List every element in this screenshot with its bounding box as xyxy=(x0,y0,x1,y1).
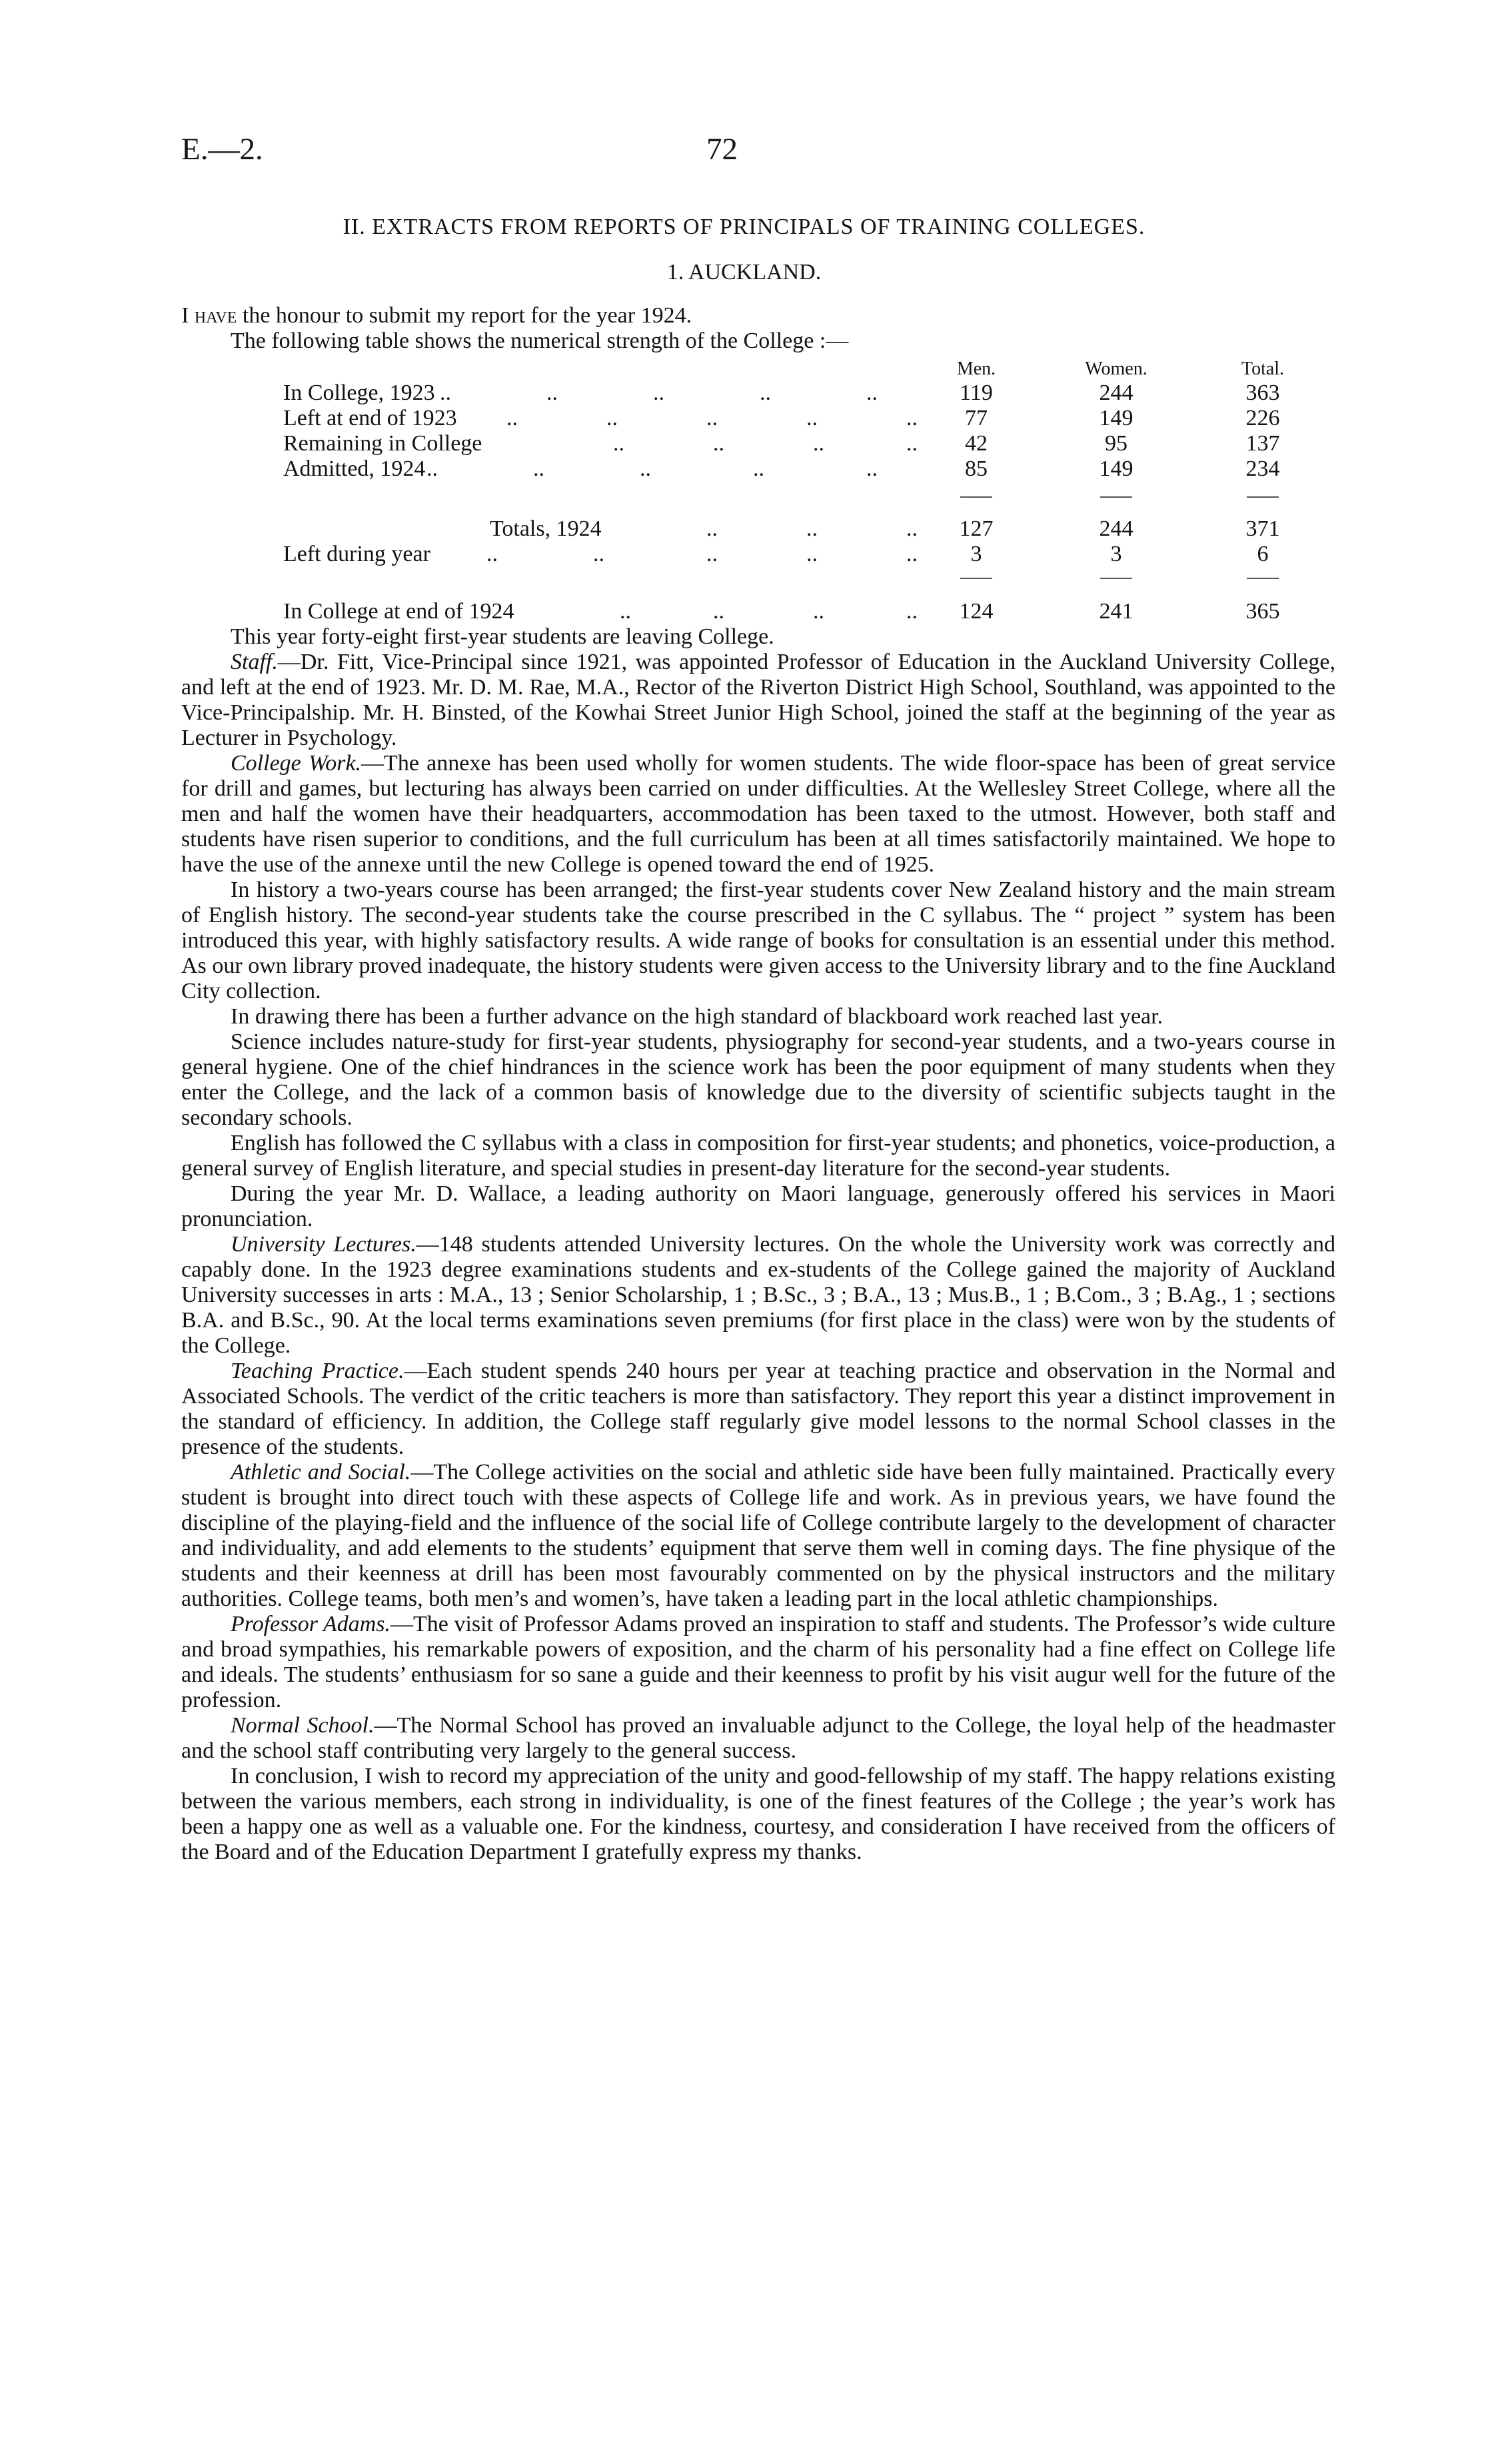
sum-rule xyxy=(1100,578,1132,579)
paragraph xyxy=(181,1181,1335,1232)
intro-rest: the honour to submit my report for the year 1924. xyxy=(237,303,692,328)
paragraph xyxy=(181,624,1335,650)
table-row-final: In College at end of 1924 .. .. .. .. 124 241 365 xyxy=(180,599,1286,624)
paragraph xyxy=(181,1764,1335,1865)
paragraph-text: —Dr. Fitt, Vice-Principal since 1921, was appointed Professor of Education in the Auckland University College, and left at the end of 1923. Mr. D. M. Rae, M.A., Rector of the Riverton District High School, Southland, was appointed to the Vice-Principalship. Mr. H. Binsted, of the Kowhai Street Junior High School, joined the staff at the beginning of the year as Lecturer in Psychology. xyxy=(181,650,1335,750)
table-intro: The following table shows the numerical strength of the College :— xyxy=(231,328,849,353)
sum-rule xyxy=(960,578,992,579)
paragraph-text: —The College activities on the social and athletic side have been fully maintained. Practically every student is brought into direct touch with these aspects of College life and work. As in previous years, we have found the discipline of the playing-field and the influence of the social life of College contribute largely to the development of character and individuality, and add elements to the students’ equipment that serve them well in coming days. The fine physique of the students and their keenness at drill has been most favourably commented on by the physical instructors and the military authorities. College teams, both men’s and women’s, have taken a leading part in the local athletic championships. xyxy=(181,1460,1335,1611)
col-header-women: Women. xyxy=(1085,358,1147,379)
cell-total: 234 xyxy=(1245,456,1280,481)
paragraph-heading: Athletic and Social. xyxy=(231,1460,411,1485)
paragraph-heading: Professor Adams. xyxy=(231,1612,391,1636)
cell-women: 244 xyxy=(1099,380,1133,405)
row-label: In College at end of 1924 xyxy=(283,599,514,624)
paragraph-text: In history a two-years course has been arranged; the first-year students cover New Zealand history and the main stream of English history. The second-year students take the course prescribed in the C syllabus. The “ project ” system has been introduced this year, with highly satisfactory results. A wide range of books for consultation is an essential under this method. As our own library proved inadequate, the history students were given access to the University library and to the fine Auckland City collection. xyxy=(181,878,1335,1003)
table-row: Remaining in College .. .. .. .. 42 95 137 xyxy=(180,431,1286,456)
paragraph-heading: Staff. xyxy=(231,650,278,674)
paragraph-text: Science includes nature-study for first-year students, physiography for second-year students, and a two-years course in general hygiene. One of the chief hindrances in the science work has been the poor equipment of many students when they enter the College, and the lack of a common basis of knowledge due to the diversity of scientific subjects taught in the secondary schools. xyxy=(181,1029,1335,1130)
cell-total: 365 xyxy=(1245,599,1280,624)
paragraph-text: —The visit of Professor Adams proved an inspiration to staff and students. The Professor’s wide culture and broad sympathies, his remarkable powers of exposition, and the charm of his personality had a fine effect on College life and ideals. The students’ enthusiasm for so sane a guide and their keenness to profit by his visit augur well for the future of the profession. xyxy=(181,1612,1335,1712)
row-label: Remaining in College xyxy=(283,431,482,456)
intro-line xyxy=(181,303,692,328)
table-header-row xyxy=(180,356,1286,382)
intro-lead: I have xyxy=(181,303,237,328)
cell-men: 3 xyxy=(970,542,982,566)
section-title: II. EXTRACTS FROM REPORTS OF PRINCIPALS OF TRAINING COLLEGES. xyxy=(343,215,1145,239)
paragraph-text: In drawing there has been a further advance on the high standard of blackboard work reached last year. xyxy=(231,1004,1163,1029)
cell-women: 95 xyxy=(1105,431,1127,456)
document-code: E.—2. xyxy=(181,132,263,167)
paragraph xyxy=(181,650,1335,751)
paragraph-text: —The annexe has been used wholly for women students. The wide floor-space has been of great service for drill and games, but lecturing has always been carried on under difficulties. At the Wellesley Street College, where all the men and half the women have their headquarters, accommodation has been taxed to the utmost. However, both staff and students have risen superior to conditions, and the full curriculum has been at all times satisfactorily maintained. We hope to have the use of the annexe until the new College is opened toward the end of 1925. xyxy=(181,751,1335,877)
paragraph xyxy=(181,1029,1335,1131)
cell-total: 6 xyxy=(1257,542,1269,566)
row-label: Admitted, 1924 xyxy=(283,456,426,481)
cell-men: 85 xyxy=(965,456,988,481)
cell-women: 241 xyxy=(1099,599,1133,624)
cell-women: 149 xyxy=(1099,456,1133,481)
page-number: 72 xyxy=(706,132,738,167)
cell-women: 3 xyxy=(1110,542,1122,566)
table-row-totals: Totals, 1924 .. .. .. 127 244 371 xyxy=(180,516,1286,542)
sum-rule xyxy=(1247,578,1279,579)
cell-men: 77 xyxy=(965,406,988,430)
table-row: Admitted, 1924 .. .. .. .. .. 85 149 234 xyxy=(180,456,1286,482)
col-header-men: Men. xyxy=(956,358,996,379)
page-header xyxy=(0,132,1488,177)
paragraph-text: English has followed the C syllabus with a class in composition for first-year students; and phonetics, voice-production, a general survey of English literature, and special studies in present-day literature for the second-year students. xyxy=(181,1131,1335,1181)
cell-women: 244 xyxy=(1099,516,1133,541)
paragraph xyxy=(181,878,1335,1004)
sum-rule xyxy=(1100,496,1132,498)
paragraph-text: This year forty-eight first-year students are leaving College. xyxy=(231,624,774,649)
cell-women: 149 xyxy=(1099,406,1133,430)
paragraph xyxy=(181,1612,1335,1713)
paragraph xyxy=(181,1232,1335,1359)
section-subtitle: 1. AUCKLAND. xyxy=(666,260,822,285)
paragraph-heading: Normal School. xyxy=(231,1713,374,1738)
paragraph-text: —The Normal School has proved an invaluable adjunct to the College, the loyal help of the headmaster and the school staff contributing very largely to the general success. xyxy=(181,1713,1335,1763)
table-row: Left at end of 1923 .. .. .. .. .. 77 149 226 xyxy=(180,406,1286,431)
cell-total: 371 xyxy=(1245,516,1280,541)
paragraph-text: —Each student spends 240 hours per year at teaching practice and observation in the Normal and Associated Schools. The verdict of the critic teachers is more than satisfactory. They report this year a distinct improvement in the standard of efficiency. In addition, the College staff regularly give model lessons to the normal School classes in the presence of the students. xyxy=(181,1359,1335,1459)
row-label: Left at end of 1923 xyxy=(283,406,457,430)
paragraph xyxy=(181,1004,1335,1029)
cell-men: 42 xyxy=(965,431,988,456)
paragraph-text: —148 students attended University lectures. On the whole the University work was correctly and capably done. In the 1923 degree examinations students and ex-students of the College gained the majority of Auckland University successes in arts : M.A., 13 ; Senior Scholarship, 1 ; B.Sc., 3 ; B.A., 13 ; Mus.B., 1 ; B.Com., 3 ; B.Ag., 1 ; sections B.A. and B.Sc., 90. At the local terms examinations seven premiums (for first place in the class) were won by the students of the College. xyxy=(181,1232,1335,1358)
table-row: Left during year .. .. .. .. .. 3 3 6 xyxy=(180,542,1286,567)
paragraph-text: During the year Mr. D. Wallace, a leading authority on Maori language, generously offered his services in Maori pronunciation. xyxy=(181,1181,1335,1231)
paragraph-heading: University Lectures. xyxy=(231,1232,416,1257)
cell-total: 137 xyxy=(1245,431,1280,456)
row-label: Left during year xyxy=(283,542,430,566)
paragraph-heading: Teaching Practice. xyxy=(231,1359,404,1383)
cell-men: 119 xyxy=(960,380,993,405)
paragraph xyxy=(181,1713,1335,1764)
table-row: In College, 1923 .. .. .. .. .. 119 244 363 xyxy=(180,380,1286,406)
col-header-total: Total. xyxy=(1241,358,1285,379)
cell-total: 226 xyxy=(1245,406,1280,430)
cell-men: 124 xyxy=(959,599,994,624)
cell-men: 127 xyxy=(959,516,994,541)
paragraph xyxy=(181,1359,1335,1460)
paragraph xyxy=(181,1460,1335,1612)
paragraph-text: In conclusion, I wish to record my appreciation of the unity and good-fellowship of my staff. The happy relations existing between the various members, each strong in individuality, is one of the finest features of the College ; the year’s work has been a happy one as well as a valuable one. For the kindness, courtesy, and consideration I have received from the officers of the Board and of the Education Department I gratefully express my thanks. xyxy=(181,1764,1335,1864)
paragraph xyxy=(181,751,1335,878)
row-label: Totals, 1924 xyxy=(490,516,602,541)
report-body xyxy=(181,624,1335,1865)
cell-total: 363 xyxy=(1245,380,1280,405)
paragraph-heading: College Work. xyxy=(231,751,362,776)
sum-rule xyxy=(1247,496,1279,498)
sum-rule xyxy=(960,496,992,498)
row-label: In College, 1923 xyxy=(283,380,435,405)
paragraph xyxy=(181,1131,1335,1181)
